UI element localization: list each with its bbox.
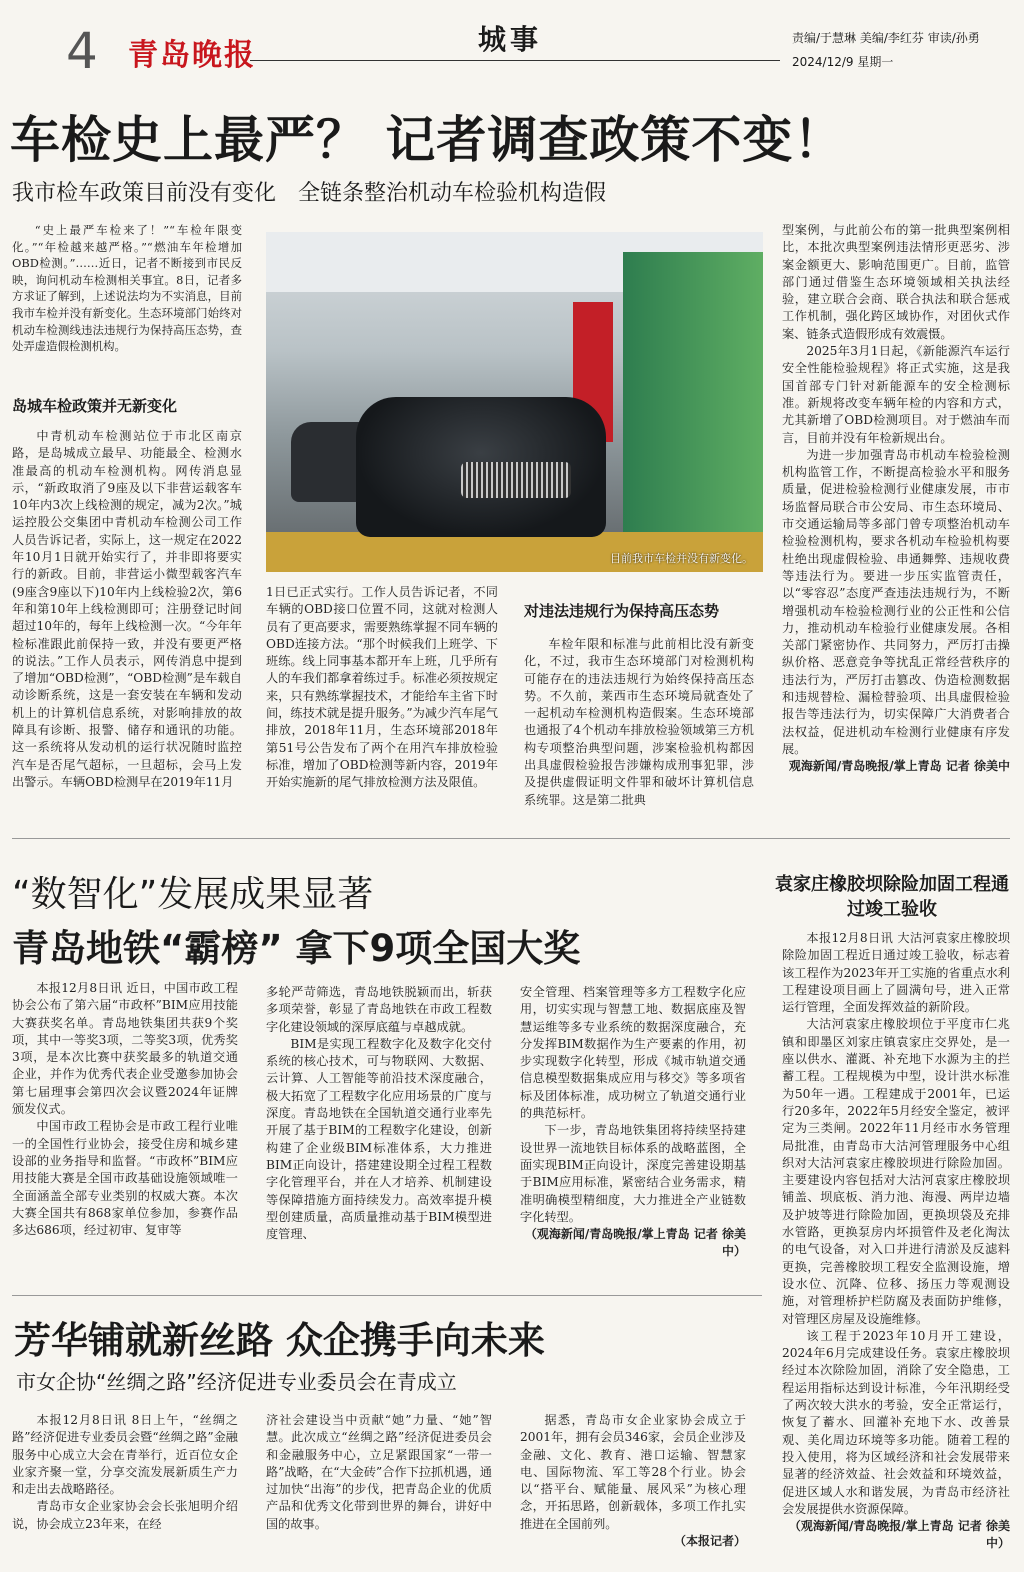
car-inspection-photo bbox=[266, 232, 763, 572]
article1-credit: 观海新闻/青岛晚报/掌上青岛 记者 徐美中 bbox=[788, 759, 1010, 774]
article1-col4: 型案例，与此前公布的第一批典型案例相比，本批次典型案例违法情形更恶劣、涉案金额更大、影响范围更广。目前，监管部门通过借鉴生态环境领域相关执法经验，建立联合会商、联合执法和联合惩戒工作机制，强化跨区域协作，对团伙式作案、链条式造假形成有效震慑。 2025年3月1日起，《新能源汽车运行安全性能检验规程》将正式实施，这是我国首部专门针对新能源车的安全检测标准。新规将改变车辆年检的内容和方式，尤其新增了OBD检测项目。对于燃油车而言，目前并没有年检新规出台。 为进一步加强青岛市机动车检验检测机构监管工作，不断提高检验水平和服务质量，促进检验检测行业健康发展，市市场监督局联合市公安局、市生态环境局、市交通运输局等多部门曾专项整治机动车检验检测机构，要求各机动车检验机构要杜绝出现虚假检验、串通舞弊、违规收费等违法行为。要进一步压实监管责任，以“零容忍”态度严查违法违规行为，不断增强机动车检验检测行业的公正性和公信力，推动机动车检验行业健康发展。各相关部门紧密协作、共同努力，严厉打击操纵价格、恶意竞争等扰乱正常经营秩序的违法行为，严厉打击篡改、伪造检测数据和违规替检、漏检替验项、出具虚假检验报告等违法行为，切实保障广大消费者合法权益，促进机动车检测行业健康有序发展。 观海新闻/青岛晚报/掌上青岛 记者 徐美中 bbox=[782, 222, 1010, 776]
article1-lead: “史上最严车检来了！”“车检年限变化。”“年检越来越严格。”“燃油车年检增加OBD检测。”……近日，记者不断接到市民反映，询问机动车检测相关事宜。8日，记者多方求证了解到，上述说法均为不实消息，目前我市车检并没有新变化。生态环境部门始终对机动车检测线违法违规行为保持高压态势，查处弄虚造假检测机构。 bbox=[12, 223, 242, 354]
article3-body: 本报12月8日讯 大沽河袁家庄橡胶坝除险加固工程近日通过竣工验收，标志着该工程作为2023年开工实施的省重点水利工程建设项目画上了圆满句号，进入正常运行管理，全面发挥效益的新阶段。 大沽河袁家庄橡胶坝位于平度市仁兆镇和即墨区刘家庄镇袁家庄交界处，是一座以供水、灌溉、补充地下水源为主的拦蓄工程。工程规模为中型，设计洪水标准为50年一遇。工程建成于2001年，已运行20多年，2022年5月经安全鉴定，被评定为三类闸。2022年11月经市水务管理局批准，由青岛市大沽河管理服务中心组织对大沽河袁家庄橡胶坝进行除险加固。主要建设内容包括对大沽河袁家庄橡胶坝铺盖、坝底板、消力池、海漫、两岸边墙及护坡等进行除险加固，更换坝袋及充排水管路，更换泵房内坏损管件及老化淘汰的电气设备，对入口并进行清淤及反滤料更换，完善橡胶坝工程安全监测设施，增设水位、沉降、位移、扬压力等观测设施，对管理桥护栏防腐及表面防护维修，对管理区房屋及设施维修。 该工程于2023年10月开工建设，2024年6月完成建设任务。袁家庄橡胶坝经过本次除险加固，消除了安全隐患，工程运用指标达到设计标准，今年汛期经受了两次较大洪水的考验，安全正常运行，恢复了蓄水、回灌补充地下水、改善景观、美化周边环境等多功能。随着工程的投入使用，将为区域经济和社会发展带来显著的经济效益、社会效益和环境效益，促进区域人水和谐发展，为青岛市经济社会发展提供水资源保障。 （观海新闻/青岛晚报/掌上青岛 记者 徐美中） bbox=[782, 930, 1010, 1553]
article3-credit: （观海新闻/青岛晚报/掌上青岛 记者 徐美中） bbox=[788, 1519, 1010, 1551]
article4-headline: 芳华铺就新丝路 众企携手向未来 bbox=[14, 1319, 545, 1362]
article2-col1: 本报12月8日讯 近日，中国市政工程协会公布了第六届“市政杯”BIM应用技能大赛获奖名单。青岛地铁集团共获9个奖项，其中一等奖3项，二等奖3项，优秀奖3项，是本次比赛中获奖最多的轨道交通企业，并作为优秀代表企业受邀参加协会第七届理事会第四次会议暨2024年证牌颁发仪式。 中国市政工程协会是市政工程行业唯一的全国性行业协会，接受住房和城乡建设部的业务指导和监督。“市政杯”BIM应用技能大赛是全国市政基础设施领域唯一全面涵盖全部专业类别的权威大赛。本次大赛全国共有868家单位参加，参赛作品多达686项，经过初审、复审等 bbox=[12, 981, 238, 1238]
article1-section2-title: 对违法违规行为保持高压态势 bbox=[524, 602, 720, 620]
photo-green-panel bbox=[623, 252, 763, 552]
photo-caption: 目前我市车检并没有新变化。 bbox=[610, 552, 753, 565]
divider-2 bbox=[12, 1295, 762, 1296]
article2-credit: （观海新闻/青岛晚报/掌上青岛 记者 徐美中） bbox=[524, 1227, 746, 1259]
article4-col1: 本报12月8日讯 8日上午，“丝绸之路”经济促进专业委员会暨“丝绸之路”金融服务中心成立大会在青举行，近百位女企业家齐聚一堂，分享交流发展新质生产力和走出去战略路径。 青岛市女企业家协会会长张旭明介绍说，协会成立23年来，在经 bbox=[12, 1413, 238, 1531]
masthead-rule bbox=[250, 60, 780, 61]
section-title: 城事 bbox=[478, 23, 543, 56]
article1-subheadline: 我市检车政策目前没有变化 全链条整治机动车检验机构造假 bbox=[12, 181, 607, 206]
article2-col3: 安全管理、档案管理等多方工程数字化应用，切实实现与智慧工地、数据底座及智慧运维等多专业系统的数据深度融合，充分发挥BIM数据作为生产要素的作用，初步实现数字化转型，形成《城市轨道交通信息模型数据集成应用与移交》等多项省标及团体标准，成功树立了轨道交通行业的典范标杆。 下一步，青岛地铁集团将持续坚持建设世界一流地铁目标体系的战略蓝图，全面实现BIM正向设计，深度完善建设期基于BIM应用标准，紧密结合业务需求，精准明确模型精细度，大力推进全产业链数字化转型。 （观海新闻/青岛晚报/掌上青岛 记者 徐美中） bbox=[520, 984, 746, 1261]
divider-1 bbox=[12, 838, 1010, 839]
article2-kicker: “数智化”发展成果显著 bbox=[12, 874, 374, 915]
page-number: 4 bbox=[66, 22, 98, 80]
article1-col1: 中青机动车检测站位于市北区南京路，是岛城成立最早、功能最全、检测水准最高的机动车检测机构。网传消息显示，“新政取消了9座及以下非营运载客车10年内3次上线检测的规定，减为2次。”城运控股公交集团中青机动车检测公司工作人员告诉记者，实际上，这一规定在2022年10月1日就开始实行了，并非即将要实行的新政。目前，非营运小微型载客汽车(9座含9座以下)10年内上线检验2次，第6年和第10年上线检测即可；注册登记时间超过10年的，每年上线检测一次。“今年年检标准跟此前保持一致，并没有要更严格的说法。”工作人员表示，网传消息中提到了增加“OBD检测”，“OBD检测”是车载自动诊断系统，这是一套安装在车辆和发动机上的计算机信息系统，对影响排放的故障具有诊断、报警、储存和通讯的功能。这一系统将从发动机的运行状况随时监控汽车是否尾气超标，一旦超标，会马上发出警示。车辆OBD检测早在2019年11月 bbox=[12, 429, 242, 789]
article4-col2: 济社会建设当中贡献“她”力量、“她”智慧。此次成立“丝绸之路”经济促进委员会和金融服务中心，立足紧跟国家“一带一路”战略，在“大金砖”合作下拉抓机遇，通过加快“出海”的步伐，把青岛企业的优质产品和优秀文化带到世界的舞台，讲好中国的故事。 bbox=[266, 1413, 492, 1531]
article1-headline: 车检史上最严？ 记者调查政策不变！ bbox=[10, 111, 845, 169]
article1-col3: 车检年限和标准与此前相比没有新变化，不过，我市生态环境部门对检测机构可能存在的违法违规行为始终保持高压态势。不久前，莱西市生态环境局就查处了一起机动车检测机构造假案。生态环境部也通报了4个机动车排放检验领域第三方机构专项整治典型问题，涉案检验机构都因出具虚假检验报告涉嫌构成刑事犯罪，涉及提供虚假证明文件罪和破坏计算机信息系统罪。这是第二批典 bbox=[524, 637, 754, 807]
article2-headline: 青岛地铁“霸榜” 拿下9项全国大奖 bbox=[12, 927, 581, 970]
photo-car-grille bbox=[461, 462, 571, 498]
article1-section1-title: 岛城车检政策并无新变化 bbox=[12, 397, 178, 415]
article1-col2: 1日已正式实行。工作人员告诉记者，不同车辆的OBD接口位置不同，这就对检测人员有了更高要求，需要熟练掌握不同车辆的OBD连接方法。“那个时候我们上班学、下班练。线上同事基本都开车上班，几乎所有人的车我们都拿着练过手。标准必须按规定来，只有熟练掌握技术，才能给车主省下时间，练技术就是提升服务。”为减少汽车尾气排放，2018年11月，生态环境部2018年第51号公告发布了两个在用汽车排放检验标准，增加了OBD检测等新内容，2019年开始实施新的尾气排放检测方法及限值。 bbox=[266, 585, 498, 790]
article4-subheadline: 市女企协“丝绸之路”经济促进专业委员会在青成立 bbox=[16, 1370, 457, 1394]
paper-logo: 青岛晚报 bbox=[128, 38, 256, 73]
editors-line: 责编/于慧琳 美编/李红芬 审读/孙勇 bbox=[792, 31, 980, 45]
date-line: 2024/12/9 星期一 bbox=[792, 55, 894, 69]
article4-col3: 据悉，青岛市女企业家协会成立于2001年，拥有会员346家，会员企业涉及金融、文化、教育、港口运输、智慧家电、国际物流、军工等28个行业。协会以“搭平台、赋能量、展风采”为核心理念，开拓思路，创新载体，多项工作扎实推进在全国前列。 （本报记者） bbox=[520, 1412, 746, 1550]
masthead-info bbox=[792, 26, 980, 74]
article3-headline: 袁家庄橡胶坝除险加固工程通过竣工验收 bbox=[775, 874, 1009, 920]
article4-credit: （本报记者） bbox=[673, 1534, 746, 1549]
article2-col2: 多轮严苛筛选，青岛地铁脱颖而出，斩获多项荣誉，彰显了青岛地铁在市政工程数字化建设领域的深厚底蕴与卓越成就。 BIM是实现工程数字化及数字化交付系统的核心技术，可与物联网、大数据、云计算、人工智能等前沿技术深度融合，极大拓宽了工程数字化应用场景的广度与深度。青岛地铁在全国轨道交通行业率先开展了基于BIM的工程数字化建设，创新构建了企业级BIM标准体系，大力推进BIM正向设计，搭建建设期全过程工程数字化管理平台，并在人才培养、机制建设等保障措施方面持续发力。高效率提升模型创建质量，高质量推动基于BIM模型进度管理、 bbox=[266, 985, 492, 1242]
